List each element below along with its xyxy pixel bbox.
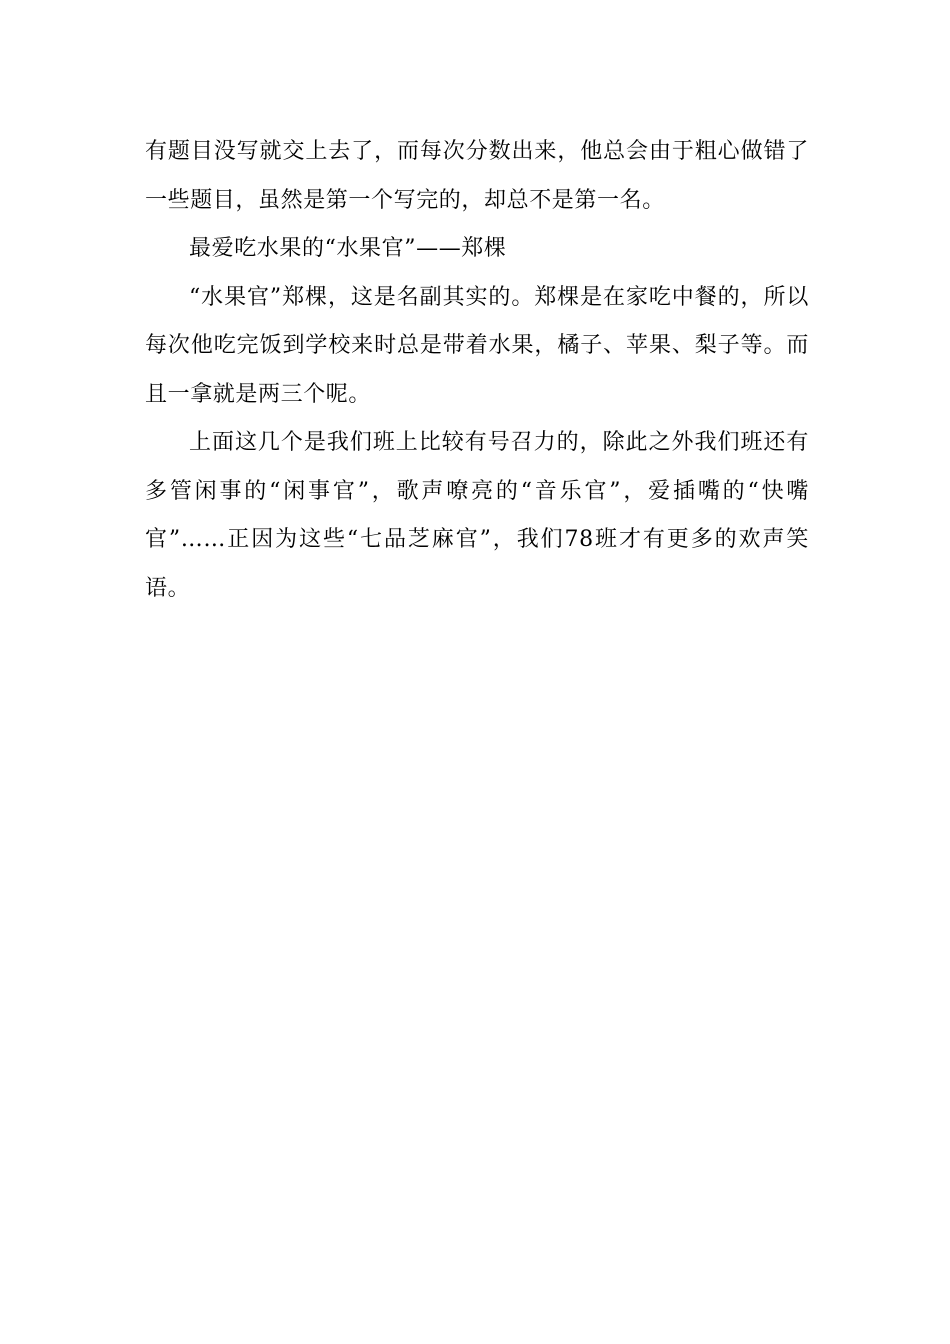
paragraph-fruit-officer: “水果官”郑棵，这是名副其实的。郑棵是在家吃中餐的，所以每次他吃完饭到学校来时总是带着水果，橘子、苹果、梨子等。而且一拿就是两三个呢。 [145,284,809,407]
document-body [145,128,809,613]
section-heading-fruit-officer: 最爱吃水果的“水果官”——郑棵 [189,236,507,261]
paragraph-conclusion: 上面这几个是我们班上比较有号召力的，除此之外我们班还有多管闲事的“闲事官”，歌声嘹亮的“音乐官”，爱插嘴的“快嘴官”……正因为这些“七品芝麻官”，我们78班才有更多的欢声笑语。 [145,430,809,601]
paragraph-continuation: 有题目没写就交上去了，而每次分数出来，他总会由于粗心做错了一些题目，虽然是第一个写完的，却总不是第一名。 [145,139,809,213]
